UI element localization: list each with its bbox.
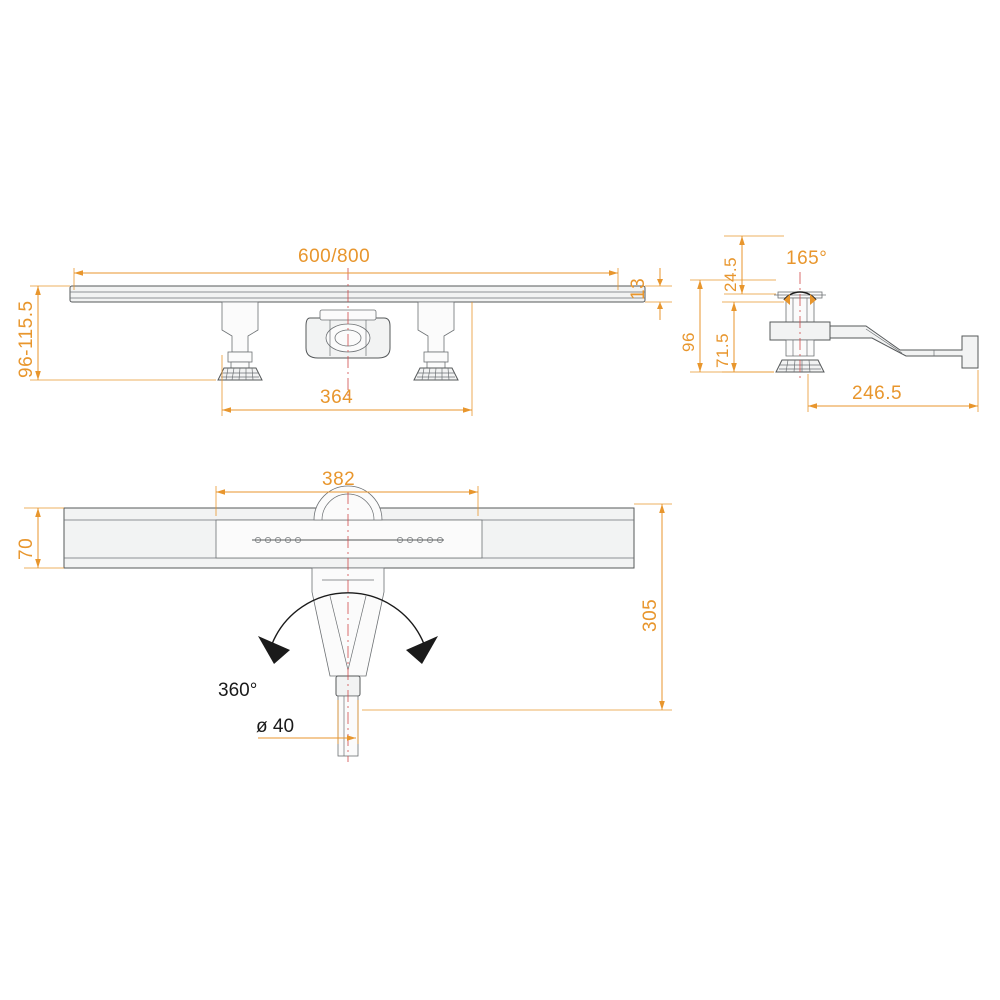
dim-label-outlet-length: 246.5 (852, 383, 903, 404)
dim-channel-width (16, 508, 64, 568)
dim-label-leg-spacing: 364 (320, 387, 354, 408)
dim-label-overall-depth: 305 (640, 598, 661, 632)
dim-label-outlet-diameter: ø 40 (256, 716, 295, 737)
adjustable-foot-right (414, 362, 458, 380)
dim-outlet-length (808, 370, 978, 412)
dim-label-trap-height: 71.5 (713, 332, 732, 368)
dim-grate-thickness (628, 268, 672, 320)
adjustable-foot-left (218, 362, 262, 380)
top-plan-view (16, 469, 672, 762)
outlet-pipe-side (830, 326, 978, 368)
dim-top-offset (721, 236, 784, 294)
front-elevation-view (16, 246, 672, 416)
dim-label-grate-thickness: 13 (628, 277, 649, 300)
dim-label-top-offset: 24.5 (721, 256, 740, 292)
dim-label-channel-width: 70 (16, 537, 37, 560)
dim-overall-length (74, 246, 618, 290)
dim-label-rotation-range: 360° (218, 680, 258, 701)
grate-plate (70, 286, 645, 302)
dim-label-inner-length: 382 (322, 469, 356, 490)
dim-label-outlet-angle: 165° (786, 248, 828, 269)
side-elevation-view (679, 236, 978, 412)
dim-label-height-range: 96-115.5 (16, 300, 37, 378)
dim-label-overall-length: 600/800 (298, 246, 371, 267)
dim-label-body-height: 96 (679, 332, 698, 352)
